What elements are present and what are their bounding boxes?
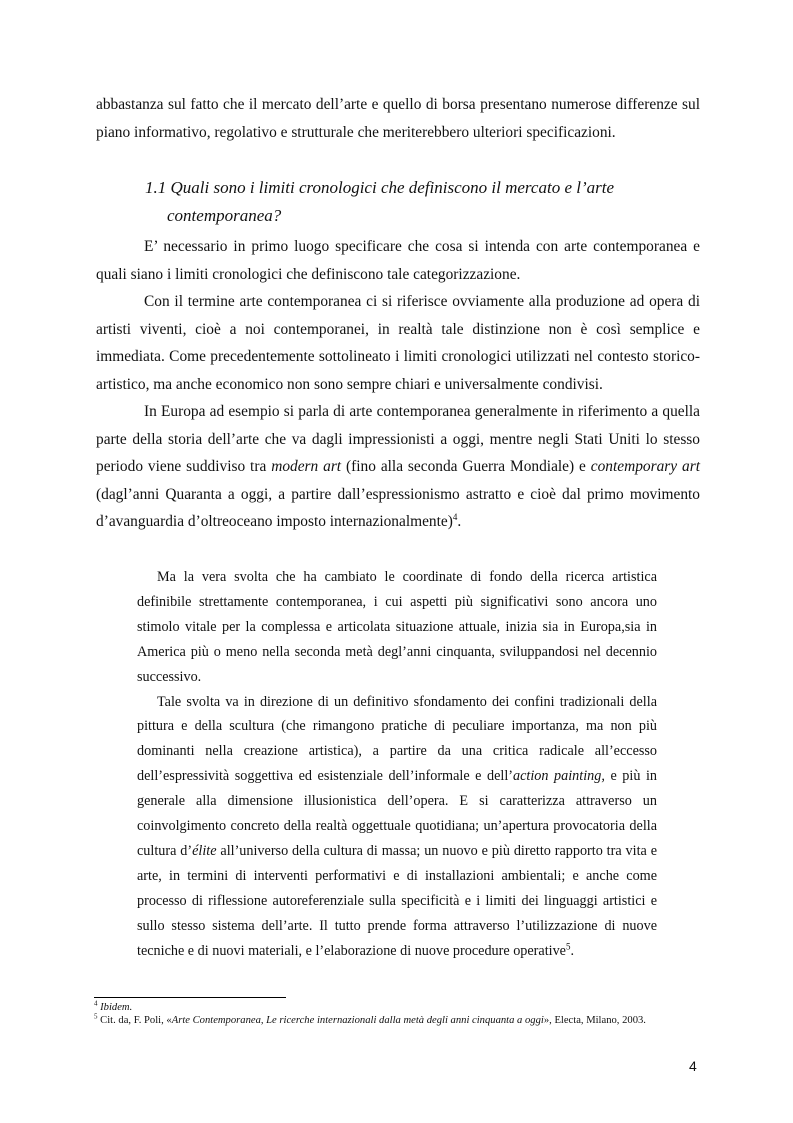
quote-2-end: . <box>570 942 575 959</box>
paragraph-3-text-c: (dagl’anni Quaranta a oggi, a partire dall’espressionismo astratto e cioè dal primo movimento d’avanguardia d’oltreoceano imposto internazionalmente) <box>96 485 700 530</box>
block-quote <box>137 565 657 964</box>
quote-2-text-a: Tale svolta va in direzione di un definitivo sfondamento dei confini tradizionali della pittura e della scultura (che rimangono pratiche di peculiare importanza, ma non più dominanti nella creazione artistica), a partire da una critica radicale all’eccesso dell’espressività soggettiva ed esistenziale dell’informale e dell’ <box>137 693 657 785</box>
quote-2-text-b: e più in generale alla dimensione illusionistica dell’opera. E si caratterizza attraverso un coinvolgimento concreto della realtà oggettuale quotidiana; un’apertura provocatoria della cultura d’ <box>137 768 657 859</box>
footnote-5 <box>94 1012 704 1028</box>
footnote-separator <box>94 997 286 998</box>
footnote-5-text-a: Cit. da, F. Poli, « <box>100 1014 172 1026</box>
footnote-4 <box>94 999 704 1015</box>
quote-2-text-c: all’universo della cultura di massa; un nuovo e più diretto rapporto tra vita e arte, in termini di interventi performativi e di installazioni ambientali; e anche come processo di riflessione autoreferenziale sulla specificità e i limiti dei linguaggi artistici e sullo stesso sistema dell’arte. Il tutto prende forma attraverso l’utilizzazione di nuove tecniche e di nuovi materiali, e l’elaborazione di nuove procedure operative <box>137 842 657 959</box>
intro-paragraph <box>96 91 700 146</box>
footnote-5-text-b: », Electa, Milano, 2003. <box>543 1014 646 1026</box>
page-number: 4 <box>689 1058 697 1074</box>
intro-text: abbastanza sul fatto che il mercato dell’arte e quello di borsa presentano numerose differenze sul piano informativo, regolativo e strutturale che meriterebbero ulteriori specificazioni. <box>96 96 700 141</box>
section-heading-line2: contemporanea? <box>167 206 282 225</box>
footnote-4-text: Ibidem. <box>100 1002 133 1013</box>
footnote-ref-5[interactable]: 5 <box>565 940 571 951</box>
paragraph-3-text-a: In Europa ad esempio si parla di arte contemporanea generalmente in riferimento a quella parte della storia dell’arte che va dagli impressionisti a oggi, mentre negli Stati Uniti lo stesso periodo viene suddiviso tra <box>96 403 700 475</box>
paragraph-2: Con il termine arte contemporanea ci si riferisce ovviamente alla produzione ad opera di artisti viventi, cioè a noi contemporanei, in realtà tale distinzione non è così semplice e immediata. Come precedentemente sottolineato i limiti cronologici utilizzati nel contesto storico-artistico, ma anche economico non sono sempre chiari e universalmente condivisi. <box>96 293 700 393</box>
quote-paragraph-1: Ma la vera svolta che ha cambiato le coordinate di fondo della ricerca artistica definibile strettamente contemporanea, i cui aspetti più significativi sono ancora uno stimolo vitale per la complessa e articolata situazione attuale, inizia sia in Europa,sia in America più o meno nella seconda metà degl’anni cinquanta, sviluppandosi nel decennio successivo. <box>137 569 657 685</box>
paragraph-1: E’ necessario in primo luogo specificare che cosa si intenda con arte contemporanea e quali siano i limiti cronologici che definiscono tale categorizzazione. <box>96 238 700 283</box>
section-heading <box>145 174 700 230</box>
quote-2-emphasis-action-painting: action painting, <box>513 768 605 785</box>
paragraph-3 <box>96 398 700 536</box>
paragraph-3-emphasis-contemporary-art: contemporary art <box>590 458 700 475</box>
footnotes <box>94 999 704 1027</box>
paragraph-3-text-b: (fino alla seconda Guerra Mondiale) e <box>341 458 591 475</box>
section-body <box>96 233 700 536</box>
footnote-5-number: 5 <box>94 1012 98 1021</box>
quote-2-emphasis-elite: élite <box>192 842 217 859</box>
paragraph-3-end: . <box>457 513 462 530</box>
quote-paragraph-2 <box>137 690 657 964</box>
footnote-4-number: 4 <box>94 999 98 1008</box>
footnote-5-title: Arte Contemporanea, Le ricerche internazionali dalla metà degli anni cinquanta a oggi <box>171 1014 544 1026</box>
footnote-ref-4[interactable]: 4 <box>452 511 458 522</box>
paragraph-3-emphasis-modern-art: modern art <box>271 458 342 475</box>
section-heading-line1: 1.1 Quali sono i limiti cronologici che definiscono il mercato e l’arte <box>145 178 615 197</box>
